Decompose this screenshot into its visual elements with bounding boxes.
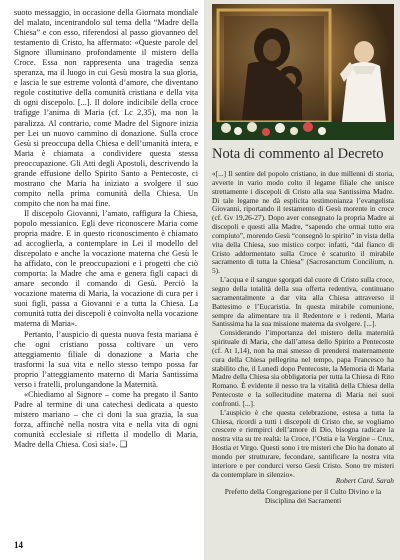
- signature-role: Prefetto della Congregazione per il Culto Divino e la Disciplina dei Sacramenti: [224, 487, 382, 505]
- signature-block: [212, 476, 394, 505]
- note-title: Nota di commento al Decreto: [212, 146, 384, 162]
- article-paragraph: «Chiediamo al Signore – come ha pregato il Santo Padre al termine di una catechesi dedicata a questo mistero mariano – che ci doni la sua grazia, la sua forza, affinché nella nostra vita e nella vita di ogni comunità ecclesiale si rifletta il modello di Maria, Madre della Chiesa. Così sia!». ❑: [14, 389, 198, 450]
- page-number: 14: [14, 540, 23, 550]
- article-paragraph: Pertanto, l’auspicio di questa nuova festa mariana è che ogni cristiano possa coltivare un vero atteggiamento filiale di donazione a Maria che trasformi la sua vita e nello stesso tempo possa far proprio l’atteggiamento materno di Maria Santissima verso i fratelli, prolungandone la Maternità.: [14, 329, 198, 389]
- photo-illustration: [212, 4, 394, 140]
- note-body: [212, 169, 394, 479]
- note-paragraph: «[...] Il sentire del popolo cristiano, in due millenni di storia, avverte in vario modo colto il legame filiale che unisce strettamente i discepoli di Cristo alla sua Santissima Madre. Di tale legame ne dà esplicita testimonianza l’evangelista Giovanni, riportando il testamento di Gesù morente in croce (cf. Gv 19,26-27). Dopo aver consegnato la propria Madre ai discepoli e questi alla Madre, “sapendo che ormai tutto era compiuto”, morendo Gesù “consegnò lo spirito” in vista della vita della Chiesa, suo mistico corpo: infatti, “dal fianco di Cristo addormentato sulla Croce è scaturito il mirabile sacramento di tutta la Chiesa” (Sacrosanctum Concilium, n. 5).: [212, 169, 394, 276]
- pope-icon-photo: [212, 4, 394, 140]
- article-paragraph: suoto messaggio, in occasione della Giornata mondiale del malato, incentrandolo sul tema della “Madre della Chiesa” e con esso, riferendosi al passo giovanneo del testamento di Cristo, ha affermato: «Queste parole del Signore illuminano profondamente il mistero della Croce. Essa non rappresenta una tragedia senza speranza, ma il luogo in cui Gesù mostra la sua gloria, e lascia le sue estreme volontà d’amore, che diventano regole costitutive della comunità cristiana e della vita di ogni discepolo. [...]. Il dolore indicibile della croce trafigge l’anima di Maria (cf. Lc 2,35), ma non la paralizza. Al contrario, come Madre del Signore inizia per Lei un nuovo cammino di donazione. Sulla croce Gesù si preoccupa della Chiesa e dell’umanità intera, e Maria è chiamata a condividere questa stessa preoccupazione. Gli Atti degli Apostoli, descrivendo la grande effusione dello Spirito Santo a Pentecoste, ci mostrano che Maria ha iniziato a svolgere il suo compito nella prima comunità della Chiesa. Un compito che non ha mai fine.: [14, 8, 198, 208]
- signature-name: Robert Card. Sarah: [335, 476, 394, 485]
- article-paragraph: Il discepolo Giovanni, l’amato, raffigura la Chiesa, popolo messianico. Egli deve riconoscere Maria come propria madre. E in questo riconoscimento è chiamato ad accoglierla, a contemplare in Lei il modello del discepolato e anche la vocazione materna che Gesù le ha affidato, con le preoccupazioni e i progetti che ciò comporta: la Madre che ama e genera figli capaci di amare secondo il comando di Gesù. Perciò la vocazione materna di Maria, la vocazione di cura per i suoi figli, passa a Giovanni e a tutta la Chiesa. La comunità tutta dei discepoli è coinvolta nella vocazione materna di Maria».: [14, 208, 198, 329]
- note-sidebar: [204, 0, 400, 560]
- note-paragraph: Considerando l’importanza del mistero della maternità spirituale di Maria, che dall’attesa dello Spirito a Pentecoste (cf. At 1,14), non ha mai smesso di prendersi maternamente cura della Chiesa pellegrina nel tempo, papa Francesco ha stabilito che, il Lunedì dopo Pentecoste, la Memoria di Maria Madre della Chiesa sia obbligatoria per tutta la Chiesa di Rito Romano. È evidente il nesso tra la vitalità della Chiesa della Pentecoste e la sollecitudine materna di Maria nei suoi confronti. [...].: [212, 328, 394, 408]
- note-paragraph: L’acqua e il sangue sgorgati dal cuore di Cristo sulla croce, segno della totalità della sua offerta redentiva, continuano sacramentalmente a dar vita alla Chiesa attraverso il Battesimo e l’Eucaristia. In questa mirabile comunione, sempre da alimentare tra il Redentore e i redenti, Maria Santissima ha la sua missione materna da svolgere. [...].: [212, 275, 394, 329]
- left-column-article: [14, 8, 198, 528]
- note-paragraph: L’auspicio è che questa celebrazione, estesa a tutta la Chiesa, ricordi a tutti i discepoli di Cristo che, se vogliamo crescere e riempirci dell’amore di Dio, bisogna radicare la nostra vita su tre realtà: la Croce, l’Ostia e la Vergine – Crux, Hostia et Virgo. Questi sono i tre misteri che Dio ha donato al mondo per strutturare, fecondare, santificare la nostra vita interiore e per condurci verso Gesù Cristo. Sono tre misteri da contemplare in silenzio».: [212, 407, 394, 479]
